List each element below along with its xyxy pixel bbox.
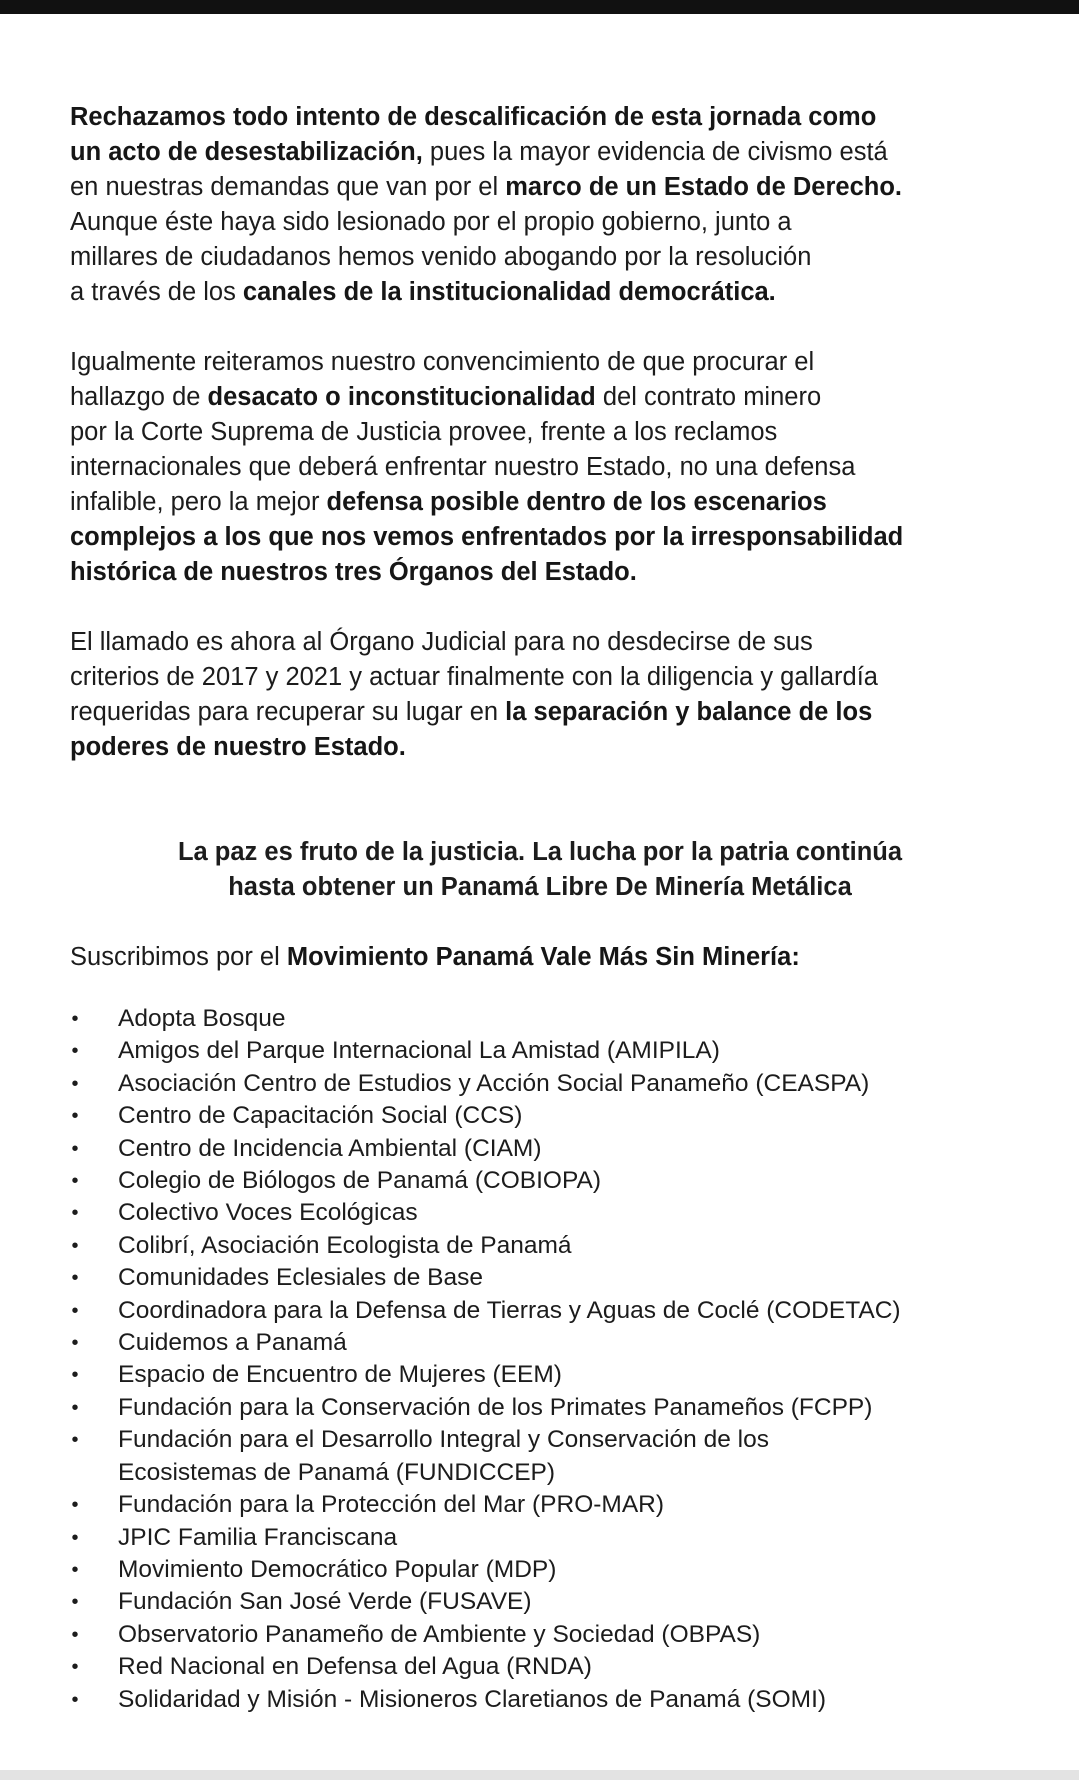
organization-name: Coordinadora para la Defensa de Tierras y Aguas de Coclé (CODETAC) bbox=[118, 1296, 901, 1324]
text: a través de los bbox=[70, 278, 243, 306]
bullet-icon: • bbox=[71, 1072, 79, 1095]
organization-name: Cuidemos a Panamá bbox=[118, 1329, 347, 1357]
bullet-icon: • bbox=[71, 1332, 79, 1355]
organization-name: Centro de Incidencia Ambiental (CIAM) bbox=[118, 1134, 542, 1162]
list-item bbox=[70, 1262, 1030, 1294]
bold-text: defensa posible dentro de los escenarios bbox=[326, 488, 827, 516]
bold-text: complejos a los que nos vemos enfrentados por la irresponsabilidad bbox=[70, 523, 904, 551]
list-item bbox=[70, 1197, 1030, 1229]
paragraph-line bbox=[70, 485, 1030, 520]
organization-name: JPIC Familia Franciscana bbox=[118, 1523, 398, 1551]
list-item bbox=[70, 1684, 1030, 1716]
bullet-icon: • bbox=[71, 1040, 79, 1063]
organization-name: Adopta Bosque bbox=[118, 1005, 286, 1032]
bold-text: poderes de nuestro Estado. bbox=[70, 733, 406, 761]
bullet-icon: • bbox=[71, 1494, 79, 1517]
paragraph-line: Igualmente reiteramos nuestro convencimiento de que procurar el bbox=[70, 348, 815, 376]
bullet-icon: • bbox=[71, 1558, 79, 1581]
text: del contrato minero bbox=[595, 383, 822, 411]
paragraph-line: criterios de 2017 y 2021 y actuar finalmente con la diligencia y gallardía bbox=[70, 663, 878, 691]
paragraph-line: El llamado es ahora al Órgano Judicial para no desdecirse de sus bbox=[70, 628, 813, 656]
bullet-icon: • bbox=[71, 1234, 79, 1257]
bullet-icon: • bbox=[71, 1656, 79, 1679]
paragraph-line: millares de ciudadanos hemos venido abogando por la resolución bbox=[70, 243, 812, 271]
bold-text: desacato o inconstitucionalidad bbox=[207, 383, 596, 411]
list-item bbox=[70, 1165, 1030, 1197]
list-item bbox=[70, 1133, 1030, 1165]
text: requeridas para recuperar su lugar en bbox=[70, 698, 506, 726]
paragraph-line bbox=[70, 730, 1030, 765]
text: hallazgo de bbox=[70, 383, 208, 411]
list-item bbox=[70, 1586, 1030, 1618]
list-item bbox=[70, 1100, 1030, 1132]
bold-text: Rechazamos todo intento de descalificación de esta jornada como bbox=[70, 103, 877, 131]
list-item bbox=[70, 1489, 1030, 1521]
organization-name: Comunidades Eclesiales de Base bbox=[118, 1264, 483, 1292]
organization-name: Fundación San José Verde (FUSAVE) bbox=[118, 1588, 532, 1616]
paragraph-rejection bbox=[70, 100, 1030, 310]
list-item bbox=[70, 1651, 1030, 1683]
list-item bbox=[70, 1554, 1030, 1586]
paragraph-line bbox=[70, 100, 1030, 135]
organization-name: Solidaridad y Misión - Misioneros Claretianos de Panamá (SOMI) bbox=[118, 1685, 827, 1713]
text: en nuestras demandas que van por el bbox=[70, 173, 506, 201]
subscribe-line bbox=[70, 940, 1030, 975]
list-item bbox=[70, 1068, 1030, 1100]
organization-name: Observatorio Panameño de Ambiente y Sociedad (OBPAS) bbox=[118, 1620, 761, 1648]
document-body bbox=[70, 100, 1030, 1716]
bullet-icon: • bbox=[71, 1137, 79, 1160]
bullet-icon: • bbox=[71, 1202, 79, 1225]
paragraph-call-to-judiciary bbox=[70, 625, 1030, 765]
slogan-line: hasta obtener un Panamá Libre De Minería Metálica bbox=[228, 873, 852, 901]
organization-name: Fundación para el Desarrollo Integral y Conservación de los bbox=[118, 1426, 769, 1454]
slogan-line: La paz es fruto de la justicia. La lucha por la patria continúa bbox=[177, 838, 903, 866]
organization-name: Movimiento Democrático Popular (MDP) bbox=[118, 1555, 557, 1583]
bullet-icon: • bbox=[71, 1105, 79, 1128]
bullet-icon: • bbox=[71, 1267, 79, 1290]
bold-text: la separación y balance de los bbox=[505, 698, 873, 726]
organization-name: Fundación para la Protección del Mar (PRO-MAR) bbox=[118, 1491, 665, 1519]
paragraph-line: internacionales que deberá enfrentar nuestro Estado, no una defensa bbox=[70, 453, 856, 481]
bold-text: un acto de desestabilización, bbox=[70, 138, 423, 166]
bullet-icon: • bbox=[71, 1008, 79, 1030]
paragraph-line bbox=[70, 555, 1030, 590]
organizations-list bbox=[70, 1003, 1030, 1716]
organization-name: Colibrí, Asociación Ecologista de Panamá bbox=[118, 1231, 572, 1259]
text: Suscribimos por el bbox=[70, 943, 287, 971]
list-item bbox=[70, 1295, 1030, 1327]
paragraph-line bbox=[70, 170, 1030, 205]
bullet-icon: • bbox=[71, 1526, 79, 1549]
top-status-bar bbox=[0, 0, 1079, 14]
paragraph-line bbox=[70, 275, 1030, 310]
list-item bbox=[70, 1619, 1030, 1651]
bullet-icon: • bbox=[71, 1623, 79, 1646]
organization-name: Fundación para la Conservación de los Primates Panameños (FCPP) bbox=[118, 1393, 873, 1421]
bullet-icon: • bbox=[71, 1299, 79, 1322]
bullet-icon: • bbox=[71, 1396, 79, 1419]
bullet-icon: • bbox=[71, 1170, 79, 1193]
bold-text: marco de un Estado de Derecho. bbox=[505, 173, 902, 201]
organization-name: Espacio de Encuentro de Mujeres (EEM) bbox=[118, 1361, 562, 1389]
paragraph-line: por la Corte Suprema de Justicia provee, frente a los reclamos bbox=[70, 418, 778, 446]
movement-name: Movimiento Panamá Vale Más Sin Minería: bbox=[286, 943, 800, 971]
list-item bbox=[70, 1035, 1030, 1067]
list-item bbox=[70, 1522, 1030, 1554]
text: pues la mayor evidencia de civismo está bbox=[422, 138, 888, 166]
paragraph-line bbox=[70, 520, 1030, 555]
organization-name: Red Nacional en Defensa del Agua (RNDA) bbox=[118, 1653, 592, 1681]
paragraph-conviction bbox=[70, 345, 1030, 590]
organization-name: Amigos del Parque Internacional La Amistad (AMIPILA) bbox=[118, 1037, 720, 1065]
organization-name: Asociación Centro de Estudios y Acción Social Panameño (CEASPA) bbox=[118, 1069, 870, 1097]
bold-text: histórica de nuestros tres Órganos del Estado. bbox=[70, 558, 637, 586]
bullet-icon: • bbox=[71, 1688, 79, 1711]
list-item bbox=[70, 1327, 1030, 1359]
list-item bbox=[70, 1392, 1030, 1424]
organization-name-continuation: Ecosistemas de Panamá (FUNDICCEP) bbox=[118, 1458, 556, 1486]
bullet-icon: • bbox=[71, 1591, 79, 1614]
organization-name: Colectivo Voces Ecológicas bbox=[118, 1199, 418, 1227]
list-item bbox=[70, 1003, 1030, 1035]
paragraph-line: Aunque éste haya sido lesionado por el propio gobierno, junto a bbox=[70, 208, 792, 236]
paragraph-line bbox=[70, 695, 1030, 730]
bottom-edge bbox=[0, 1770, 1079, 1780]
paragraph-line bbox=[70, 135, 1030, 170]
paragraph-line bbox=[70, 380, 1030, 415]
organization-name: Centro de Capacitación Social (CCS) bbox=[118, 1102, 523, 1130]
list-item bbox=[70, 1424, 1030, 1489]
list-item bbox=[70, 1230, 1030, 1262]
organization-name: Colegio de Biólogos de Panamá (COBIOPA) bbox=[118, 1167, 601, 1195]
bullet-icon: • bbox=[71, 1429, 79, 1452]
bold-text: canales de la institucionalidad democrática. bbox=[242, 278, 776, 306]
slogan bbox=[70, 835, 1010, 905]
text: infalible, pero la mejor bbox=[70, 488, 327, 516]
list-item bbox=[70, 1359, 1030, 1391]
bullet-icon: • bbox=[71, 1364, 79, 1387]
